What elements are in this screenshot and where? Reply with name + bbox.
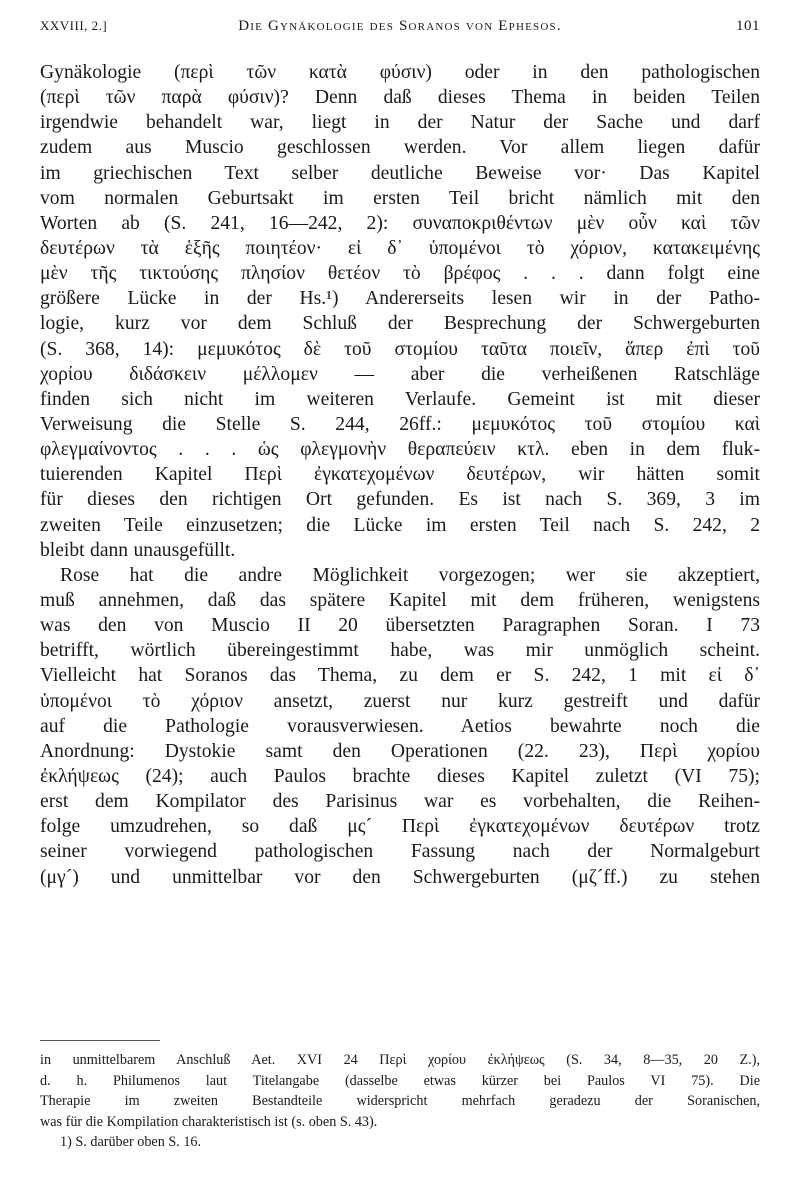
body-line: Anordnung: Dystokie samt den Operationen (22. 23), Περὶ χορίου: [40, 740, 760, 762]
body-line: was den von Muscio II 20 übersetzten Paragraphen Soran. I 73: [40, 615, 760, 637]
body-line: bleibt dann unausgefüllt.: [40, 539, 236, 561]
body-line: folge umzudrehen, so daß μς´ Περὶ ἐγκατεχομένων δευτέρων trotz: [40, 816, 760, 838]
body-line: χορίου διδάσκειν μέλλομεν — aber die verheißenen Ratschläge: [40, 363, 760, 385]
running-head: [40, 18, 760, 40]
body-line: erst dem Kompilator des Parisinus war es vorbehalten, die Reihen-: [40, 791, 760, 813]
footnote-1: 1) S. darüber oben S. 16.: [60, 1134, 202, 1150]
body-line: im griechischen Text selber deutliche Beweise vor· Das Kapitel: [40, 162, 760, 184]
body-line: logie, kurz vor dem Schluß der Besprechung der Schwergeburten: [40, 313, 760, 335]
body-line: tuierenden Kapitel Περὶ ἐγκατεχομένων δευτέρων, wir hätten somit: [40, 464, 760, 486]
body-line: Gynäkologie (περὶ τῶν κατὰ φύσιν) oder in den pathologischen: [40, 62, 760, 83]
body-line: Vielleicht hat Soranos das Thema, zu dem er S. 242, 1 mit εἰ δ᾽: [40, 665, 760, 687]
footnote-line: d. h. Philumenos laut Titelangabe (dasselbe etwas kürzer bei Paulos VI 75). Die: [40, 1072, 760, 1089]
page-number: 101: [736, 18, 760, 34]
footnote-line: Therapie im zweiten Bestandteile widerspricht mehrfach geradezu der Soranischen,: [40, 1093, 760, 1109]
body-line: δευτέρων τὰ ἑξῆς ποιητέον· εἰ δ᾽ ὑπομένοι τὸ χόριον, κατακειμένης: [40, 237, 760, 259]
body-line: φλεγμαίνοντος . . . ὡς φλεγμονὴν θεραπεύειν κτλ. eben in dem fluk-: [40, 439, 760, 461]
body-line: (S. 368, 14): μεμυκότος δὲ τοῦ στομίου ταῦτα ποιεῖν, ἅπερ ἐπὶ τοῦ: [40, 338, 760, 360]
footnote-separator: [40, 1040, 160, 1041]
body-line: (μγ´) und unmittelbar vor den Schwergeburten (μζ´ff.) zu stehen: [40, 866, 760, 888]
body-line: muß annehmen, daß das spätere Kapitel mit dem früheren, wenigstens: [40, 589, 760, 611]
body-line: ἐκλήψεως (24); auch Paulos brachte dieses Kapitel zuletzt (VI 75);: [40, 765, 760, 787]
footnotes: [40, 1050, 760, 1153]
running-title: Die Gynäkologie des Soranos von Ephesos.: [238, 18, 562, 34]
body-line: betrifft, wörtlich übereingestimmt habe, was mir unmöglich scheint.: [40, 640, 760, 662]
body-line: finden sich nicht im weiteren Verlaufe. Gemeint ist mit dieser: [40, 388, 760, 410]
body-line: Verweisung die Stelle S. 244, 26ff.: μεμυκότος τοῦ στομίου καὶ: [40, 413, 760, 435]
footnote-line: was für die Kompilation charakteristisch ist (s. oben S. 43).: [40, 1113, 378, 1130]
body-line: vom normalen Geburtsakt im ersten Teil bricht nämlich mit den: [40, 187, 760, 209]
body-line: seiner vorwiegend pathologischen Fassung nach der Normalgeburt: [40, 841, 760, 863]
body-line: für dieses den richtigen Ort gefunden. Es ist nach S. 369, 3 im: [40, 489, 760, 511]
body-text: [40, 60, 760, 890]
body-line: auf die Pathologie vorausverwiesen. Aetios bewahrte noch die: [40, 715, 760, 737]
body-line: Rose hat die andre Möglichkeit vorgezogen; wer sie akzeptiert,: [60, 564, 760, 586]
body-line: größere Lücke in der Hs.¹) Andererseits lesen wir in der Patho-: [40, 288, 760, 310]
body-line: zudem aus Muscio geschlossen werden. Vor allem liegen dafür: [40, 137, 760, 159]
body-line: (περὶ τῶν παρὰ φύσιν)? Denn daß dieses Thema in beiden Teilen: [40, 87, 760, 109]
body-line: zweiten Teile einzusetzen; die Lücke im ersten Teil nach S. 242, 2: [40, 514, 760, 536]
body-line: μὲν τῆς τικτούσης πλησίον θετέον τὸ βρέφος . . . dann folgt eine: [40, 263, 760, 285]
chapter-reference: XXVIII, 2.]: [40, 18, 108, 33]
body-line: ὑπομένοι τὸ χόριον ansetzt, zuerst nur kurz gestreift und dafür: [40, 690, 760, 712]
body-line: irgendwie behandelt war, liegt in der Natur der Sache und darf: [40, 112, 760, 134]
footnote-line: in unmittelbarem Anschluß Aet. XVI 24 Περὶ χορίου ἐκλήψεως (S. 34, 8—35, 20 Z.),: [40, 1052, 760, 1068]
body-line: Worten ab (S. 241, 16—242, 2): συναποκριθέντων μὲν οὖν καὶ τῶν: [40, 212, 760, 234]
